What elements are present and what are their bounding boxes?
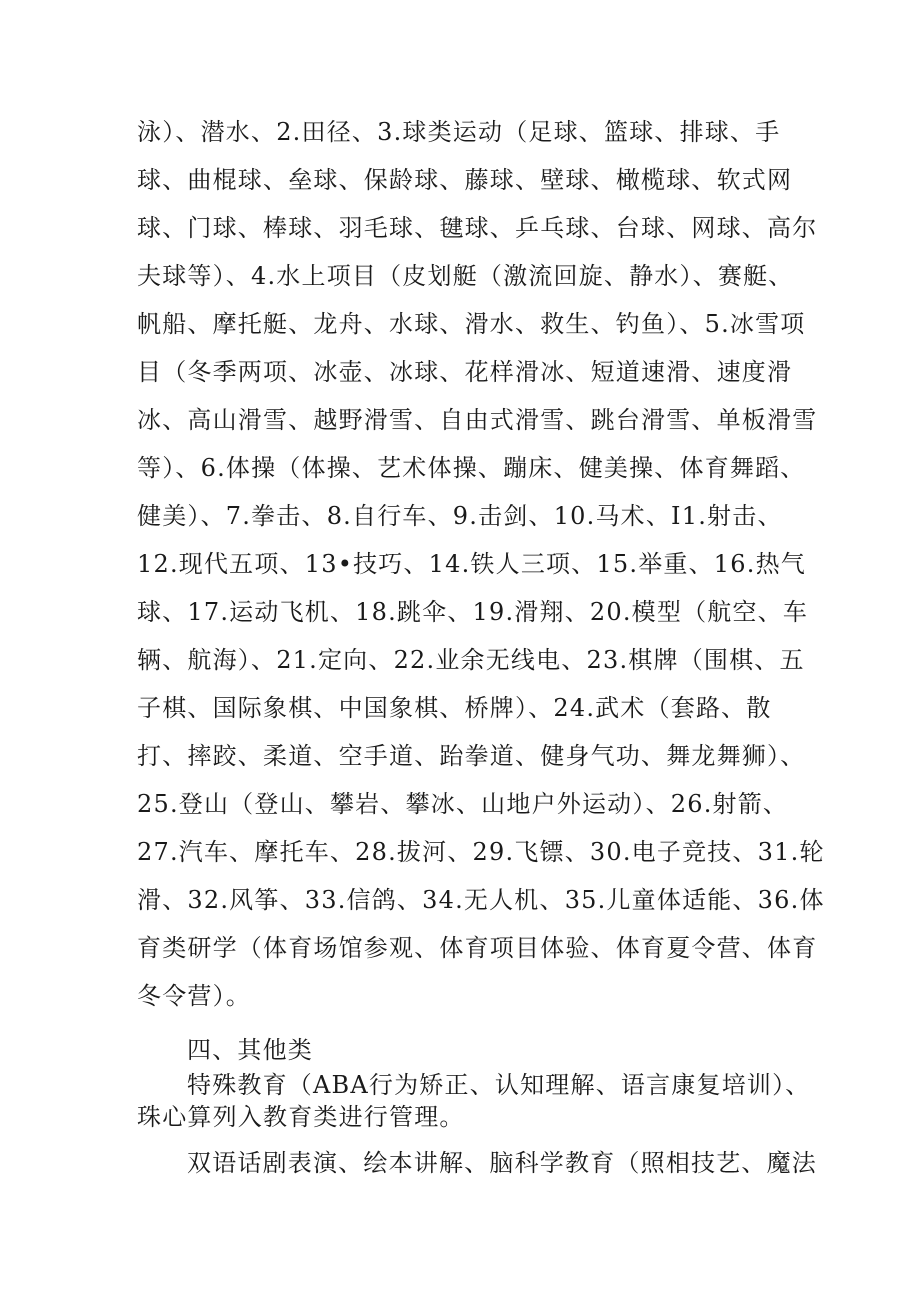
body-line: 25.登山（登山、攀岩、攀冰、山地户外运动）、26.射箭、 — [137, 790, 789, 818]
body-line: 帆船、摩托艇、龙舟、水球、滑水、救生、钓鱼）、5.冰雪项 — [137, 310, 806, 338]
body-line: 等）、6.体操（体操、艺术体操、蹦床、健美操、体育舞蹈、 — [137, 454, 806, 482]
section-heading: 四、其他类 — [187, 1036, 313, 1064]
body-line: 打、摔跤、柔道、空手道、跆拳道、健身气功、舞龙舞狮）、 — [137, 742, 806, 770]
body-line: 目（冬季两项、冰壶、冰球、花样滑冰、短道速滑、速度滑 — [137, 358, 793, 386]
body-line: 夫球等）、4.水上项目（皮划艇（激流回旋、静水）、赛艇、 — [137, 262, 794, 290]
body-line: 27.汽车、摩托车、28.拔河、29.飞镖、30.电子竞技、31.轮 — [137, 838, 825, 866]
body-line: 球、门球、棒球、羽毛球、毽球、乒乓球、台球、网球、高尔 — [137, 214, 818, 242]
body-line: 滑、32.风筝、33.信鸽、34.无人机、35.儿童体适能、36.体 — [137, 886, 825, 914]
body-line: 泳）、潜水、2.田径、3.球类运动（足球、篮球、排球、手 — [137, 118, 781, 146]
paragraph-line: 珠心算列入教育类进行管理。 — [137, 1103, 465, 1131]
body-line: 冬令营）。 — [137, 982, 251, 1010]
paragraph-line: 特殊教育（ABA行为矫正、认知理解、语言康复培训）、 — [187, 1071, 811, 1099]
body-line: 12.现代五项、13•技巧、14.铁人三项、15.举重、16.热气 — [137, 550, 806, 578]
body-line: 辆、航海）、21.定向、22.业余无线电、23.棋牌（围棋、五 — [137, 646, 805, 674]
body-line: 球、曲棍球、垒球、保龄球、藤球、壁球、橄榄球、软式网 — [137, 166, 793, 194]
body-line: 健美）、7.拳击、8.自行车、9.击剑、10.马术、I1.射击、 — [137, 502, 783, 530]
body-line: 冰、高山滑雪、越野滑雪、自由式滑雪、跳台滑雪、单板滑雪 — [137, 406, 818, 434]
body-line: 育类研学（体育场馆参观、体育项目体验、体育夏令营、体育 — [137, 934, 818, 962]
body-line: 球、17.运动飞机、18.跳伞、19.滑翔、20.模型（航空、车 — [137, 598, 809, 626]
paragraph-line: 双语话剧表演、绘本讲解、脑科学教育（照相技艺、魔法 — [187, 1149, 817, 1177]
body-line: 子棋、国际象棋、中国象棋、桥牌）、24.武术（套路、散 — [137, 694, 772, 722]
